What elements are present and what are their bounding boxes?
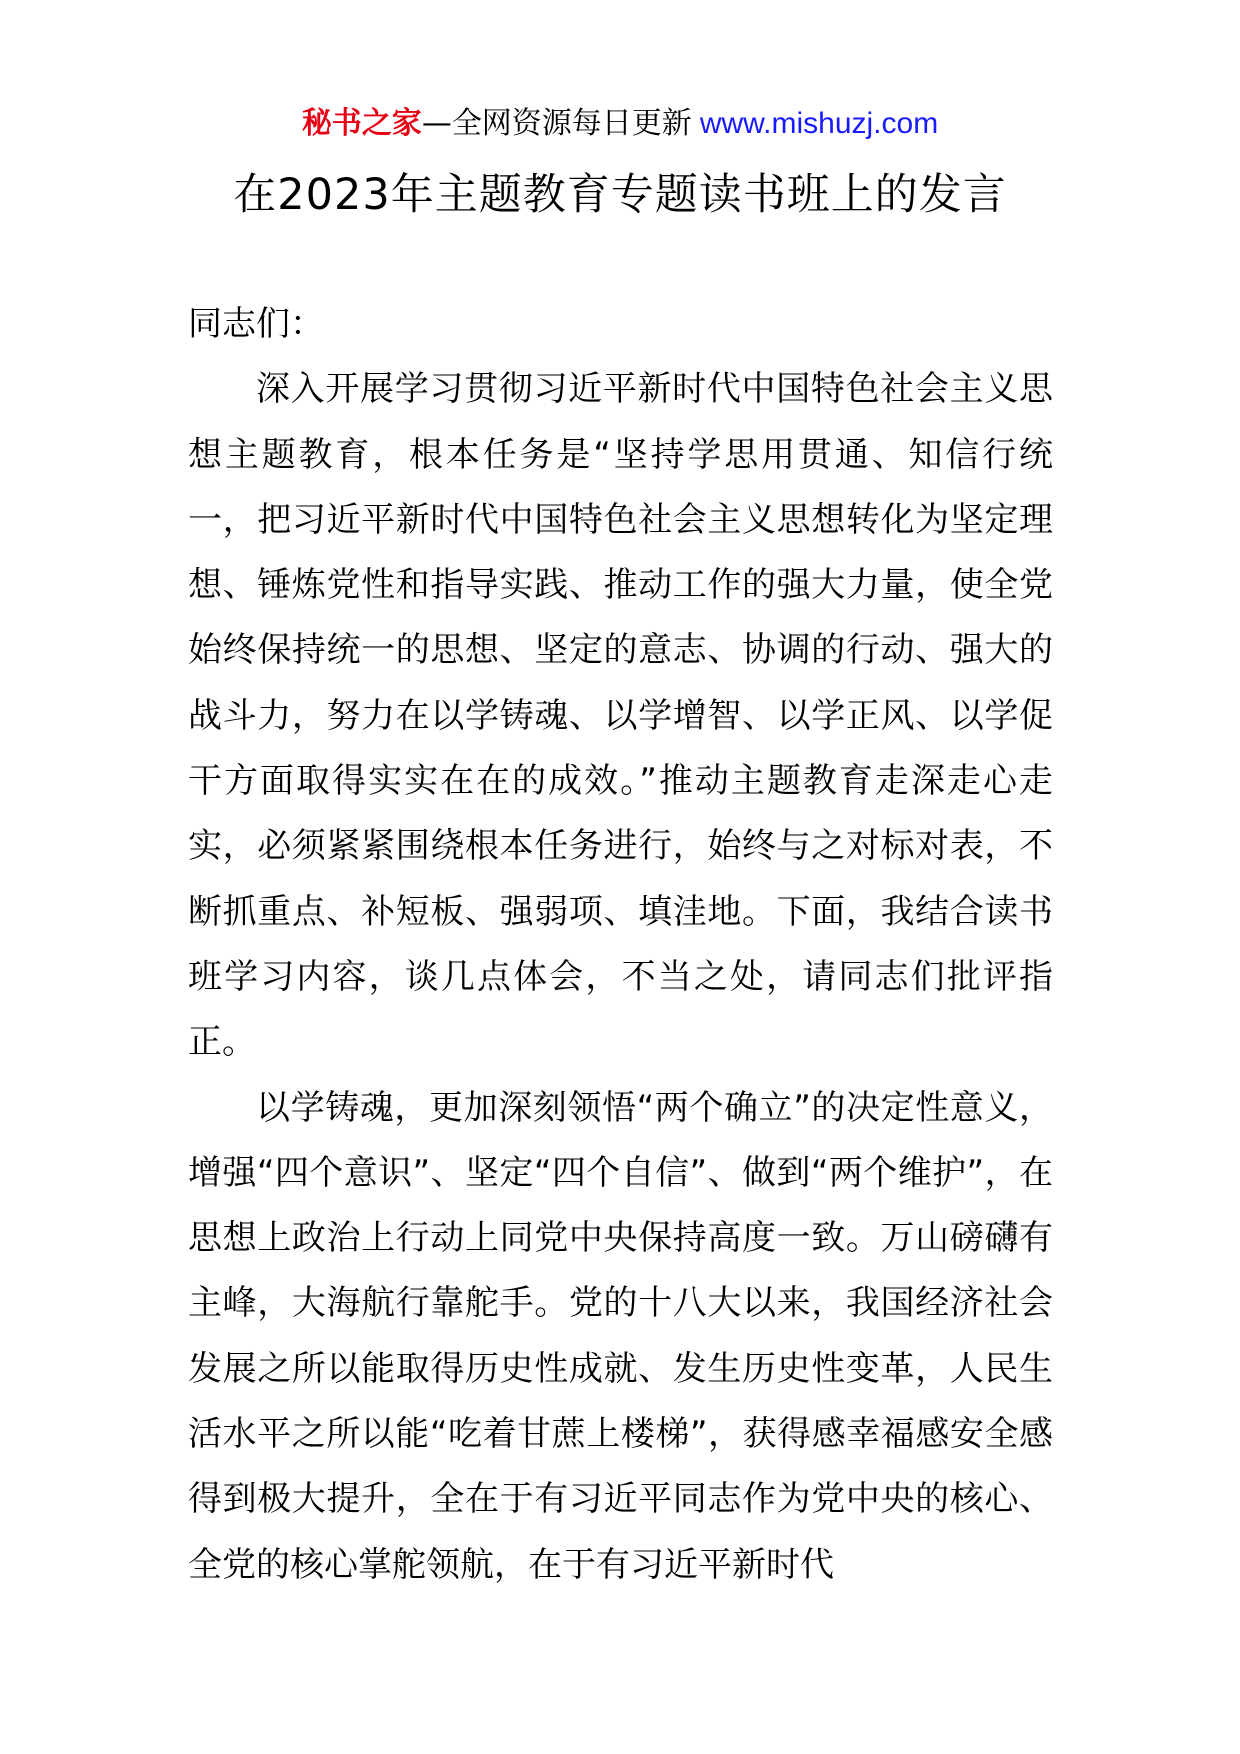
site-slogan: —全网资源每日更新 — [421, 106, 692, 141]
site-url-link[interactable]: www.mishuzj.com — [699, 107, 939, 140]
paragraph-2: 以学铸魂，更加深刻领悟“两个确立”的决定性意义，增强“四个意识”、坚定“四个自信”、做到“两个维护”，在思想上政治上行动上同党中央保持高度一致。万山磅礴有主峰，大海航行靠舵手。党的十八大以来，我国经济社会发展之所以能取得历史性成就、发生历史性变革，人民生活水平之所以能“吃着甘蔗上楼梯”，获得感幸福感安全感得到极大提升，全在于有习近平同志作为党中央的核心、全党的核心掌舵领航，在于有习近平新时代 — [188, 1087, 1053, 1585]
salutation: 同志们： — [188, 304, 324, 344]
site-header — [0, 104, 1240, 144]
document-body — [188, 292, 1053, 1598]
paragraph-1: 深入开展学习贯彻习近平新时代中国特色社会主义思想主题教育，根本任务是“坚持学思用贯通、知信行统一，把习近平新时代中国特色社会主义思想转化为坚定理想、锤炼党性和指导实践、推动工作的强大力量，使全党始终保持统一的思想、坚定的意志、协调的行动、强大的战斗力，努力在以学铸魂、以学增智、以学正风、以学促干方面取得实实在在的成效。”推动主题教育走深走心走实，必须紧紧围绕根本任务进行，始终与之对标对表，不断抓重点、补短板、强弱项、填洼地。下面，我结合读书班学习内容，谈几点体会，不当之处，请同志们批评指正。 — [188, 369, 1053, 1063]
brand-name: 秘书之家 — [301, 106, 422, 141]
document-title: 在2023年主题教育专题读书班上的发言 — [233, 170, 1007, 220]
